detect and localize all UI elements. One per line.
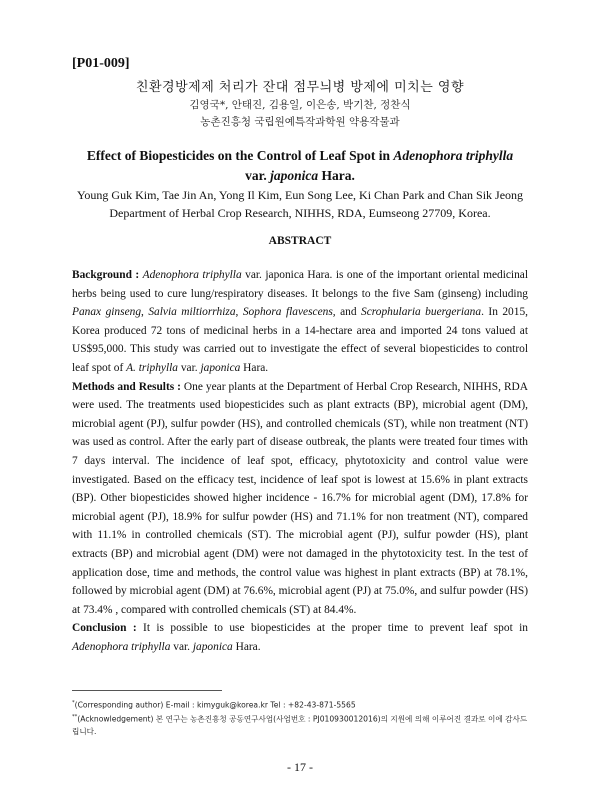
methods-label: Methods and Results : [72,380,181,393]
conclusion-label: Conclusion : [72,622,137,635]
page-number: - 17 - [287,760,313,774]
footnote-divider [72,690,222,691]
methods-paragraph [72,378,528,620]
title-line2a: var. [245,168,271,183]
poster-code: [P01-009] [72,56,130,71]
title-variety: japonica [270,168,319,183]
conclusion-paragraph [72,619,528,656]
korean-title: 친환경방제제 처리가 잔대 점무늬병 방제에 미치는 영향 [135,80,465,95]
background-paragraph [72,266,528,378]
background-text: Adenophora triphylla var. japonica Hara. is one of the important oriental medicinal herbs being used to cure lung/respiratory diseases. It belongs to the five Sam (ginseng) including Panax ginseng, Salvia miltiorrhiza, Sophora flavescens, and Scrophularia buergeriana. In 2015, Korea produced 72 tons of medicinal herbs in a 14-hectare area and imported 24 tons valued at US$95,000. This study was carried out to investigate the effect of several biopesticides to control leaf spot of A. triphylla var. japonica Hara. [72,269,528,374]
footnote-1-text: (Corresponding author) E-mail : kimyguk@korea.kr Tel : +82-43-871-5565 [74,700,356,710]
korean-authors: 김영국*, 안태진, 김용일, 이은송, 박기찬, 정찬식 [189,99,411,111]
footnote-acknowledgement [72,711,532,738]
abstract-body [72,266,528,656]
korean-affiliation: 농촌진흥청 국립원예특작과학원 약용작물과 [200,116,400,128]
conclusion-text: It is possible to use biopesticides at the proper time to prevent leaf spot in Adenophora triphylla var. japonica Hara. [72,622,528,653]
english-authors-block [40,186,560,222]
footnote-mark-1: * [72,700,75,706]
title-species: Adenophora triphylla [393,148,514,163]
footnote-2-text: (Acknowledgement) 본 연구는 농촌진흥청 공동연구사업(사업번호 : PJ010930012016)의 지원에 의해 이루어진 결과로 이에 감사드립니다. [72,714,528,736]
english-authors: Young Guk Kim, Tae Jin An, Yong Il Kim, Eun Song Lee, Ki Chan Park and Chan Sik Jeong [76,188,524,202]
methods-text: One year plants at the Department of Herbal Crop Research, NIHHS, RDA were used. The treatments used biopesticides such as plant extracts (BP), microbial agent (DM), microbial agent (PJ), sulfur powder (HS), and controlled chemicals (ST), while non treatment (NT) was used as control. After the early part of disease outbreak, the plants were treated four times with 7 days interval. The incidence of leaf spot, efficacy, phytotoxicity and control value were investigated. Based on the efficacy test, incidence of leaf spot is lowest at 15.6% in plant extracts (BP). Other biopesticides showed higher incidence - 16.7% for microbial agent (DM), 17.8% for microbial agent (PJ), 18.9% for sulfur powder (HS) and 71.1% for non treatment (NT), compared with 11.1% in controlled chemicals (ST). The microbial agent (PJ), sulfur powder (HS), plant extracts (BP) and microbial agent (DM) were not damaged in the phytotoxicity test. In the test of application dose, time and methods, the control value was highest in plant extracts (BP) at 78.1%, followed by microbial agent (DM) at 76.6%, microbial agent (PJ) at 75.0%, and sulfur powder (HS) at 73.4% , compared with controlled chemicals (ST) at 84.4%. [72,380,528,616]
title-part1: Effect of Biopesticides on the Control of Leaf Spot in [86,148,394,163]
footnote-mark-2: ** [72,714,78,720]
abstract-heading: ABSTRACT [268,235,332,247]
background-label: Background : [72,269,140,281]
english-title [60,146,540,186]
title-line2b: Hara. [318,168,355,183]
english-affiliation: Department of Herbal Crop Research, NIHHS, RDA, Eumseong 27709, Korea. [109,206,491,220]
footnote-corresponding [72,697,532,712]
